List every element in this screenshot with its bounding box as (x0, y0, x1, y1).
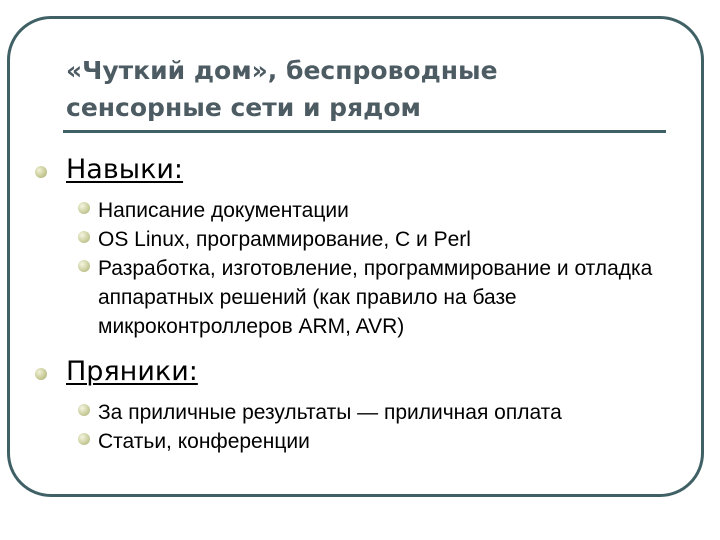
perks-list (0, 398, 720, 456)
list-item-text: OS Linux, программирование, C и Perl (98, 228, 471, 251)
list-item-text: Разработка, изготовление, программирование и отладка аппаратных решений (как правило на базе микроконтроллеров ARM, AVR) (98, 257, 653, 338)
item-bullet-icon (78, 404, 90, 416)
list-item (0, 254, 698, 341)
slide-title-line-2: сенсорные сети и рядом (66, 93, 421, 122)
list-item (0, 225, 698, 254)
item-bullet-icon (78, 231, 90, 243)
list-item (0, 196, 698, 225)
title-underline-rule (63, 130, 666, 133)
list-item-text: Статьи, конференции (98, 430, 310, 453)
item-bullet-icon (78, 260, 90, 272)
item-bullet-icon (78, 202, 90, 214)
list-item-text: За приличные результаты — приличная оплата (98, 401, 562, 424)
list-item-text: Написание документации (98, 199, 349, 222)
skills-heading: Навыки: (66, 154, 184, 185)
list-item (0, 398, 698, 427)
list-item (0, 427, 698, 456)
skills-list (0, 196, 720, 341)
slide-title (66, 52, 686, 126)
perks-heading: Пряники: (66, 356, 198, 387)
slide-title-line-1: «Чуткий дом», беспроводные (66, 56, 498, 85)
section-bullet-icon (35, 166, 47, 178)
item-bullet-icon (78, 433, 90, 445)
section-bullet-icon (35, 368, 47, 380)
